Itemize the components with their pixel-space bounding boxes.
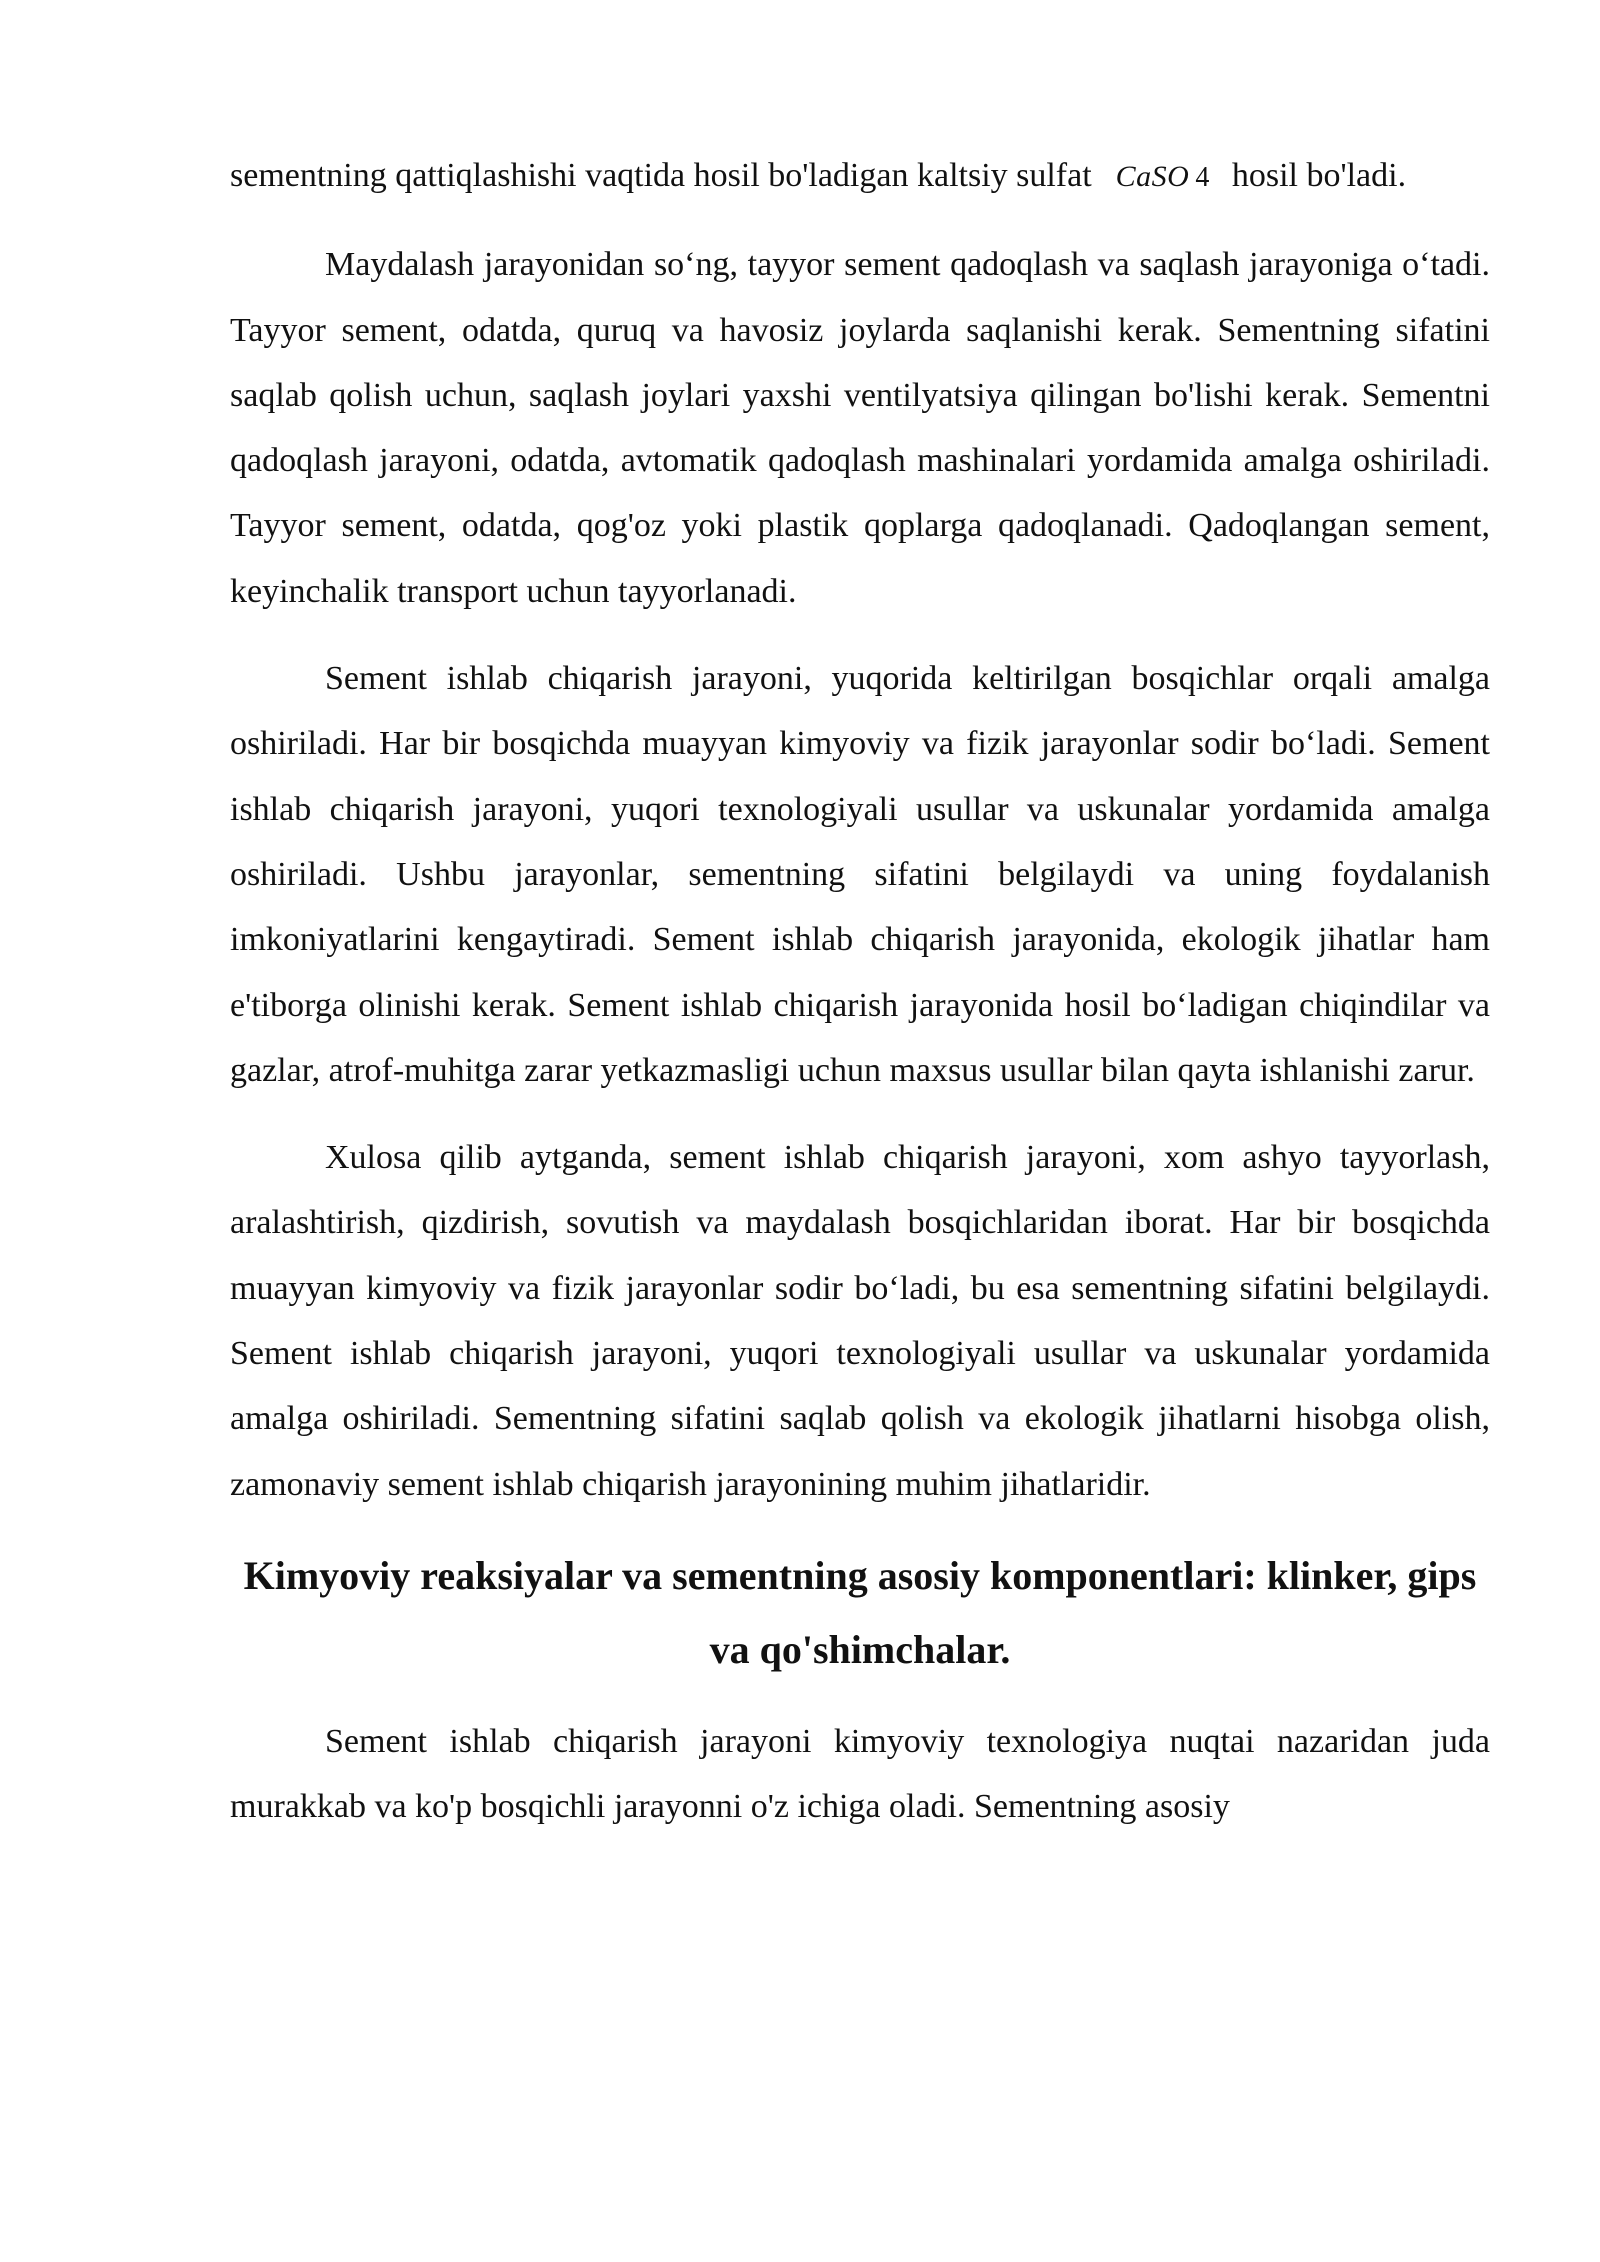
paragraph-text-after: hosil bo'ladi.: [1231, 157, 1407, 194]
paragraph-conclusion: Xulosa qilib aytganda, sement ishlab chiqarish jarayoni, xom ashyo tayyorlash, aralashtirish, qizdirish, sovutish va maydalash bosqichlaridan iborat. Har bir bosqichda muayyan kimyoviy va fizik jarayonlar sodir bo‘ladi, bu esa sementning sifatini belgilaydi. Sement ishlab chiqarish jarayoni, yuqori texnologiyali usullar va uskunalar yordamida amalga oshiriladi. Sementning sifatini saqlab qolish va ekologik jihatlarni hisobga olish, zamonaviy sement ishlab chiqarish jarayonining muhim jihatlaridir.: [230, 1139, 1490, 1503]
paragraph-chemistry: Sement ishlab chiqarish jarayoni kimyoviy texnologiya nuqtai nazaridan juda murakkab va ko'p bosqichli jarayonni o'z ichiga oladi. Sementning asosiy: [230, 1722, 1490, 1826]
paragraph-process: Sement ishlab chiqarish jarayoni, yuqorida keltirilgan bosqichlar orqali amalga oshiriladi. Har bir bosqichda muayyan kimyoviy va fizik jarayonlar sodir bo‘ladi. Sement ishlab chiqarish jarayoni, yuqori texnologiyali usullar va uskunalar yordamida amalga oshiriladi. Ushbu jarayonlar, sementning sifatini belgilaydi va uning foydalanish imkoniyatlarini kengaytiradi. Sement ishlab chiqarish jarayonida, ekologik jihatlar ham e'tiborga olinishi kerak. Sement ishlab chiqarish jarayonida hosil bo‘ladigan chiqindilar va gazlar, atrof-muhitga zarar yetkazmasligi uchun maxsus usullar bilan qayta ishlanishi zarur.: [230, 660, 1490, 1089]
paragraph-text: sementning qattiqlashishi vaqtida hosil bo'ladigan kaltsiy sulfat: [230, 157, 1092, 194]
formula-subscript: 4: [1195, 162, 1210, 193]
document-page: [230, 143, 1490, 1862]
formula-main: CaSO: [1115, 160, 1190, 193]
paragraph-continuation: [230, 143, 1490, 210]
section-heading: Kimyoviy reaksiyalar va sementning asosiy komponentlari: klinker, gips va qo'shimchalar.: [243, 1552, 1477, 1672]
paragraph-packaging: Maydalash jarayonidan so‘ng, tayyor sement qadoqlash va saqlash jarayoniga o‘tadi. Tayyor sement, odatda, quruq va havosiz joylarda saqlanishi kerak. Sementning sifatini saqlab qolish uchun, saqlash joylari yaxshi ventilyatsiya qilingan bo'lishi kerak. Sementni qadoqlash jarayoni, odatda, avtomatik qadoqlash mashinalari yordamida amalga oshiriladi. Tayyor sement, odatda, qog'oz yoki plastik qoplarga qadoqlanadi. Qadoqlangan sement, keyinchalik transport uchun tayyorlanadi.: [230, 246, 1490, 610]
chemical-formula: [1116, 160, 1210, 193]
